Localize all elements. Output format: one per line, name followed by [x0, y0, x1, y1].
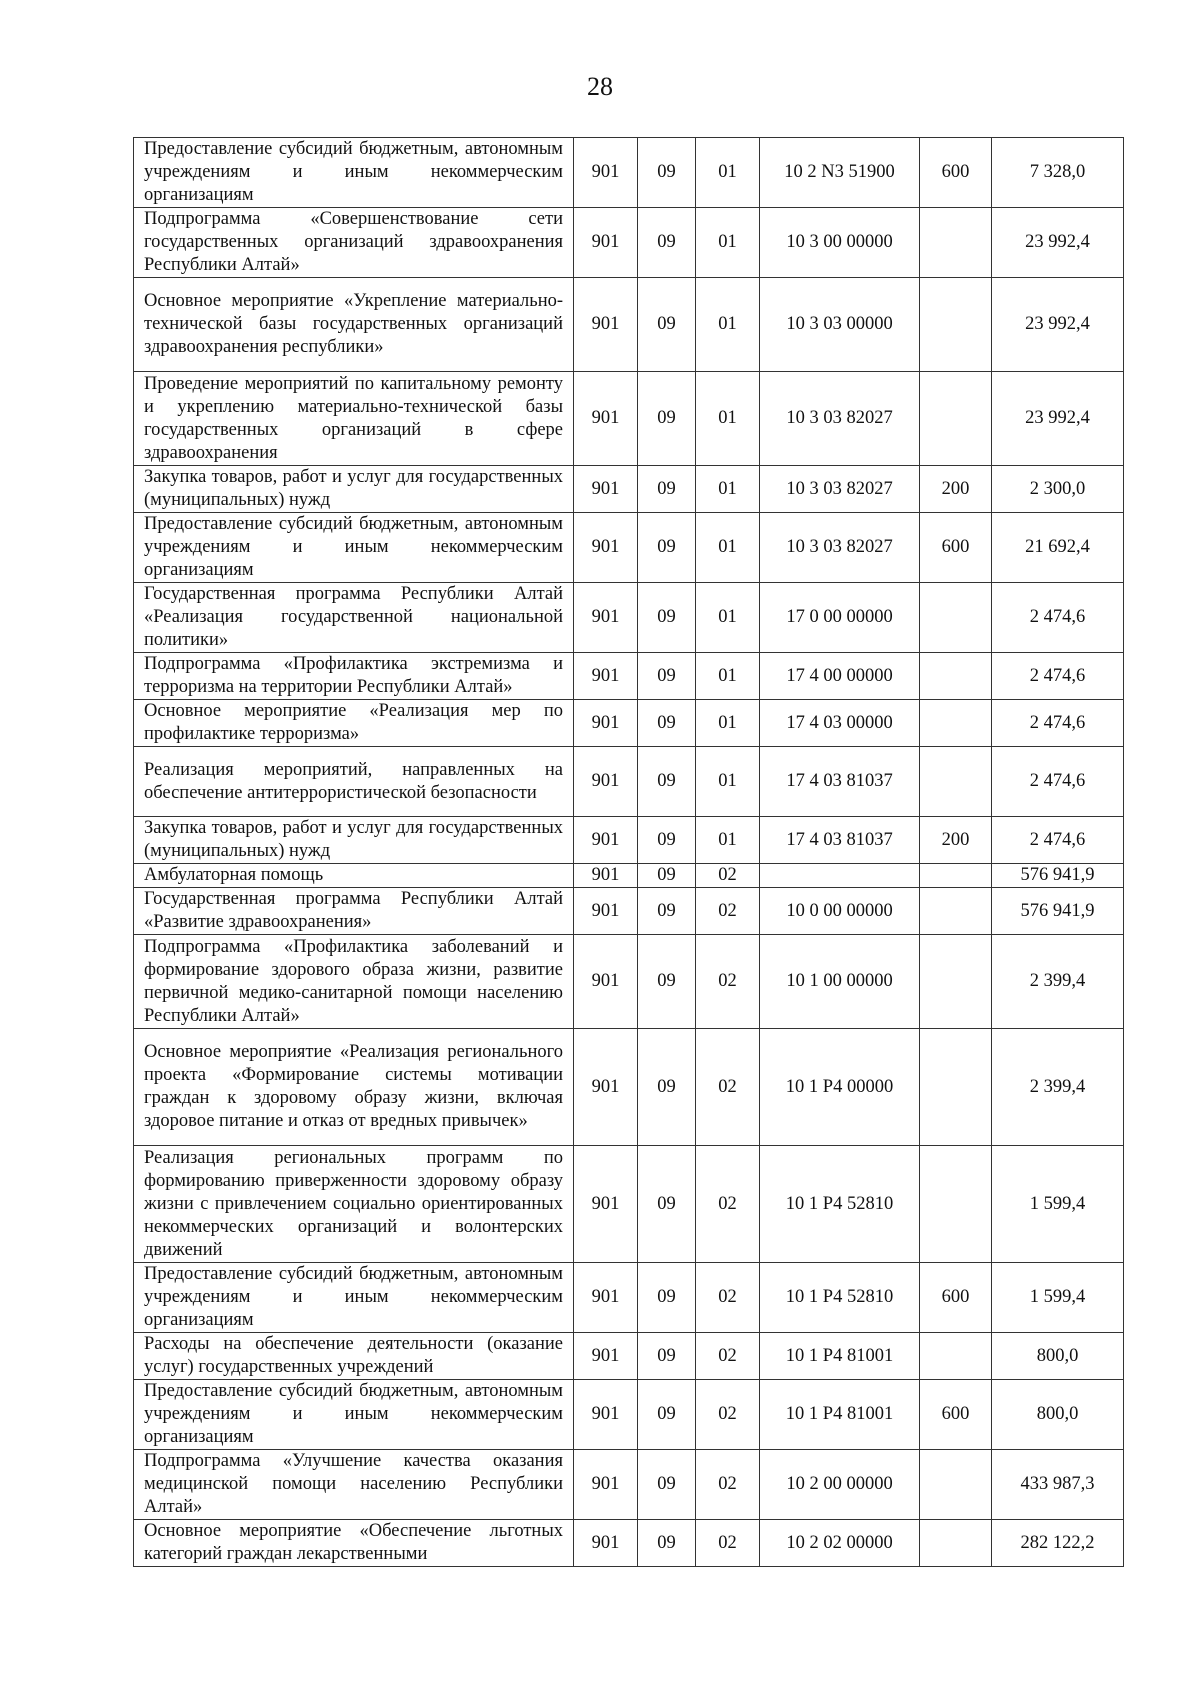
row-expense-type — [920, 1520, 992, 1567]
row-amount: 800,0 — [992, 1333, 1124, 1380]
table-row — [134, 466, 1124, 513]
row-target-code: 17 0 00 00000 — [760, 583, 920, 653]
row-section-code: 09 — [638, 1146, 696, 1263]
row-expense-type: 200 — [920, 817, 992, 864]
row-name: Закупка товаров, работ и услуг для государственных (муниципальных) нужд — [134, 466, 574, 513]
row-section-code: 09 — [638, 864, 696, 888]
row-target-code: 17 4 03 81037 — [760, 817, 920, 864]
row-name: Амбулаторная помощь — [134, 864, 574, 888]
row-expense-type: 600 — [920, 1380, 992, 1450]
row-subsection-code: 02 — [696, 1450, 760, 1520]
row-subsection-code: 01 — [696, 700, 760, 747]
page-number: 28 — [587, 72, 613, 101]
row-name: Государственная программа Республики Алтай «Реализация государственной национальной политики» — [134, 583, 574, 653]
row-target-code: 10 1 00 00000 — [760, 935, 920, 1029]
row-amount: 576 941,9 — [992, 888, 1124, 935]
row-name: Реализация мероприятий, направленных на обеспечение антитеррористической безопасности — [134, 747, 574, 817]
row-expense-type: 600 — [920, 513, 992, 583]
row-ministry-code: 901 — [574, 278, 638, 372]
row-section-code: 09 — [638, 817, 696, 864]
row-target-code: 17 4 00 00000 — [760, 653, 920, 700]
row-target-code: 17 4 03 81037 — [760, 747, 920, 817]
row-subsection-code: 02 — [696, 1333, 760, 1380]
row-section-code: 09 — [638, 138, 696, 208]
row-amount: 23 992,4 — [992, 208, 1124, 278]
table-row — [134, 1450, 1124, 1520]
row-amount: 2 474,6 — [992, 817, 1124, 864]
row-expense-type — [920, 935, 992, 1029]
row-expense-type — [920, 1333, 992, 1380]
row-amount: 282 122,2 — [992, 1520, 1124, 1567]
table-row — [134, 208, 1124, 278]
table-row — [134, 1146, 1124, 1263]
table-row — [134, 278, 1124, 372]
row-target-code: 10 1 P4 81001 — [760, 1380, 920, 1450]
row-name: Проведение мероприятий по капитальному ремонту и укреплению материально-технической базы государственных организаций в сфере здравоохранения — [134, 372, 574, 466]
row-ministry-code: 901 — [574, 1520, 638, 1567]
row-name: Предоставление субсидий бюджетным, автономным учреждениям и иным некоммерческим организациям — [134, 513, 574, 583]
row-ministry-code: 901 — [574, 1333, 638, 1380]
row-target-code: 10 1 P4 00000 — [760, 1029, 920, 1146]
row-expense-type — [920, 1146, 992, 1263]
row-ministry-code: 901 — [574, 1450, 638, 1520]
row-ministry-code: 901 — [574, 888, 638, 935]
row-amount: 2 399,4 — [992, 1029, 1124, 1146]
row-expense-type — [920, 653, 992, 700]
table-row — [134, 1333, 1124, 1380]
row-amount: 21 692,4 — [992, 513, 1124, 583]
row-target-code — [760, 864, 920, 888]
row-target-code: 17 4 03 00000 — [760, 700, 920, 747]
row-section-code: 09 — [638, 208, 696, 278]
row-name: Подпрограмма «Профилактика экстремизма и терроризма на территории Республики Алтай» — [134, 653, 574, 700]
table-row — [134, 1029, 1124, 1146]
row-amount: 2 399,4 — [992, 935, 1124, 1029]
row-amount: 2 300,0 — [992, 466, 1124, 513]
row-amount: 800,0 — [992, 1380, 1124, 1450]
row-section-code: 09 — [638, 700, 696, 747]
row-subsection-code: 01 — [696, 466, 760, 513]
row-amount: 23 992,4 — [992, 372, 1124, 466]
table-row — [134, 513, 1124, 583]
row-section-code: 09 — [638, 1380, 696, 1450]
table-row — [134, 1263, 1124, 1333]
row-ministry-code: 901 — [574, 466, 638, 513]
row-subsection-code: 01 — [696, 138, 760, 208]
row-target-code: 10 1 P4 81001 — [760, 1333, 920, 1380]
row-section-code: 09 — [638, 1520, 696, 1567]
row-subsection-code: 01 — [696, 747, 760, 817]
row-amount: 2 474,6 — [992, 747, 1124, 817]
row-name: Предоставление субсидий бюджетным, автономным учреждениям и иным некоммерческим организациям — [134, 1263, 574, 1333]
table-row — [134, 372, 1124, 466]
table-row — [134, 138, 1124, 208]
row-expense-type — [920, 583, 992, 653]
table-row — [134, 1380, 1124, 1450]
row-target-code: 10 3 00 00000 — [760, 208, 920, 278]
row-subsection-code: 01 — [696, 278, 760, 372]
row-subsection-code: 02 — [696, 864, 760, 888]
row-target-code: 10 2 N3 51900 — [760, 138, 920, 208]
row-expense-type — [920, 1450, 992, 1520]
row-section-code: 09 — [638, 278, 696, 372]
row-ministry-code: 901 — [574, 1380, 638, 1450]
row-ministry-code: 901 — [574, 653, 638, 700]
row-target-code: 10 3 03 82027 — [760, 372, 920, 466]
row-expense-type: 200 — [920, 466, 992, 513]
row-expense-type — [920, 372, 992, 466]
row-name: Основное мероприятие «Укрепление материально-технической базы государственных организаций здравоохранения республики» — [134, 278, 574, 372]
row-subsection-code: 01 — [696, 583, 760, 653]
row-target-code: 10 2 02 00000 — [760, 1520, 920, 1567]
row-section-code: 09 — [638, 466, 696, 513]
row-name: Расходы на обеспечение деятельности (оказание услуг) государственных учреждений — [134, 1333, 574, 1380]
table-row — [134, 935, 1124, 1029]
row-ministry-code: 901 — [574, 747, 638, 817]
row-section-code: 09 — [638, 513, 696, 583]
row-expense-type: 600 — [920, 1263, 992, 1333]
row-expense-type — [920, 747, 992, 817]
row-subsection-code: 02 — [696, 1146, 760, 1263]
row-section-code: 09 — [638, 372, 696, 466]
row-target-code: 10 3 03 82027 — [760, 513, 920, 583]
row-ministry-code: 901 — [574, 583, 638, 653]
row-amount: 23 992,4 — [992, 278, 1124, 372]
row-target-code: 10 3 03 00000 — [760, 278, 920, 372]
row-name: Подпрограмма «Улучшение качества оказания медицинской помощи населению Республики Алтай» — [134, 1450, 574, 1520]
row-name: Подпрограмма «Совершенствование сети государственных организаций здравоохранения Республики Алтай» — [134, 208, 574, 278]
row-expense-type — [920, 700, 992, 747]
row-expense-type — [920, 1029, 992, 1146]
row-section-code: 09 — [638, 1333, 696, 1380]
row-section-code: 09 — [638, 583, 696, 653]
row-ministry-code: 901 — [574, 1146, 638, 1263]
row-name: Государственная программа Республики Алтай «Развитие здравоохранения» — [134, 888, 574, 935]
row-amount: 2 474,6 — [992, 583, 1124, 653]
row-expense-type — [920, 208, 992, 278]
row-name: Предоставление субсидий бюджетным, автономным учреждениям и иным некоммерческим организациям — [134, 1380, 574, 1450]
table-row — [134, 864, 1124, 888]
row-name: Предоставление субсидий бюджетным, автономным учреждениям и иным некоммерческим организациям — [134, 138, 574, 208]
row-amount: 576 941,9 — [992, 864, 1124, 888]
row-expense-type — [920, 278, 992, 372]
table-row — [134, 1520, 1124, 1567]
row-section-code: 09 — [638, 747, 696, 817]
row-subsection-code: 01 — [696, 653, 760, 700]
row-ministry-code: 901 — [574, 864, 638, 888]
row-ministry-code: 901 — [574, 817, 638, 864]
row-ministry-code: 901 — [574, 1263, 638, 1333]
row-amount: 433 987,3 — [992, 1450, 1124, 1520]
table-row — [134, 747, 1124, 817]
row-subsection-code: 02 — [696, 888, 760, 935]
table-row — [134, 653, 1124, 700]
row-name: Подпрограмма «Профилактика заболеваний и формирование здорового образа жизни, развитие первичной медико-санитарной помощи населению Республики Алтай» — [134, 935, 574, 1029]
row-expense-type — [920, 864, 992, 888]
budget-table — [133, 137, 1124, 1567]
row-section-code: 09 — [638, 1029, 696, 1146]
row-subsection-code: 02 — [696, 1380, 760, 1450]
row-subsection-code: 02 — [696, 1520, 760, 1567]
row-subsection-code: 01 — [696, 513, 760, 583]
row-name: Основное мероприятие «Реализация мер по профилактике терроризма» — [134, 700, 574, 747]
row-section-code: 09 — [638, 653, 696, 700]
row-ministry-code: 901 — [574, 700, 638, 747]
row-subsection-code: 02 — [696, 1263, 760, 1333]
row-name: Основное мероприятие «Реализация регионального проекта «Формирование системы мотивации граждан к здоровому образу жизни, включая здоровое питание и отказ от вредных привычек» — [134, 1029, 574, 1146]
row-ministry-code: 901 — [574, 138, 638, 208]
table-row — [134, 700, 1124, 747]
row-target-code: 10 3 03 82027 — [760, 466, 920, 513]
row-expense-type: 600 — [920, 138, 992, 208]
table-row — [134, 817, 1124, 864]
row-amount: 1 599,4 — [992, 1263, 1124, 1333]
row-amount: 2 474,6 — [992, 653, 1124, 700]
row-name: Реализация региональных программ по формированию приверженности здоровому образу жизни с привлечением социально ориентированных некоммерческих организаций и волонтерских движений — [134, 1146, 574, 1263]
row-amount: 1 599,4 — [992, 1146, 1124, 1263]
row-expense-type — [920, 888, 992, 935]
row-subsection-code: 02 — [696, 1029, 760, 1146]
row-name: Закупка товаров, работ и услуг для государственных (муниципальных) нужд — [134, 817, 574, 864]
row-subsection-code: 01 — [696, 817, 760, 864]
row-ministry-code: 901 — [574, 372, 638, 466]
row-subsection-code: 02 — [696, 935, 760, 1029]
row-name: Основное мероприятие «Обеспечение льготных категорий граждан лекарственными — [134, 1520, 574, 1567]
table-row — [134, 583, 1124, 653]
row-subsection-code: 01 — [696, 208, 760, 278]
row-target-code: 10 0 00 00000 — [760, 888, 920, 935]
row-section-code: 09 — [638, 935, 696, 1029]
row-ministry-code: 901 — [574, 935, 638, 1029]
row-target-code: 10 2 00 00000 — [760, 1450, 920, 1520]
row-subsection-code: 01 — [696, 372, 760, 466]
row-section-code: 09 — [638, 1263, 696, 1333]
row-target-code: 10 1 P4 52810 — [760, 1146, 920, 1263]
row-section-code: 09 — [638, 888, 696, 935]
row-section-code: 09 — [638, 1450, 696, 1520]
table-row — [134, 888, 1124, 935]
row-ministry-code: 901 — [574, 1029, 638, 1146]
row-target-code: 10 1 P4 52810 — [760, 1263, 920, 1333]
row-ministry-code: 901 — [574, 208, 638, 278]
row-ministry-code: 901 — [574, 513, 638, 583]
row-amount: 2 474,6 — [992, 700, 1124, 747]
row-amount: 7 328,0 — [992, 138, 1124, 208]
